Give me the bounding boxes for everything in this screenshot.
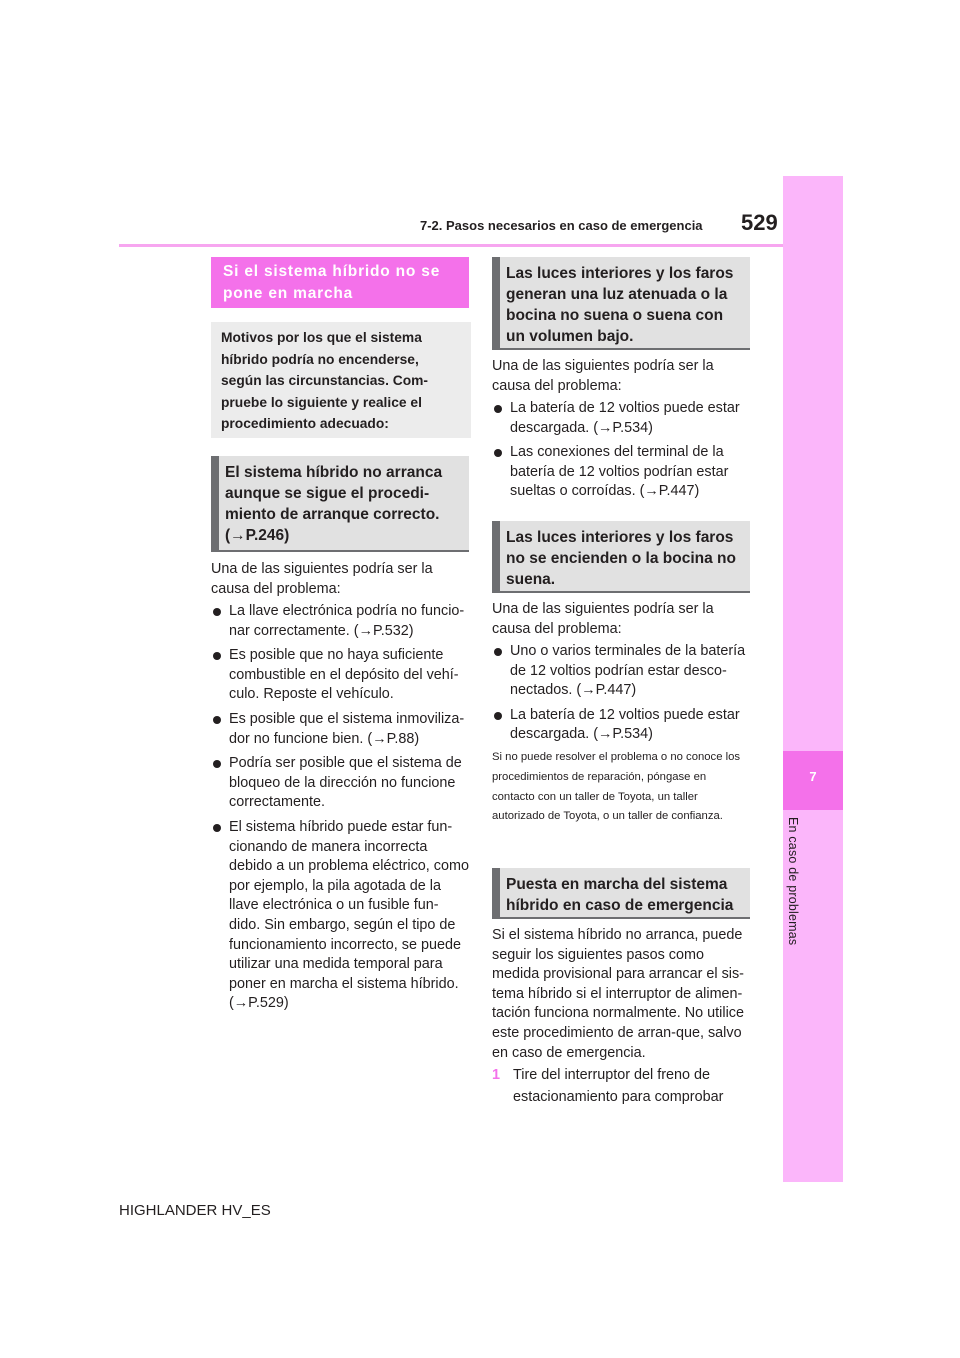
- subsection-heading-emergency-start: [492, 868, 750, 919]
- bullet-icon: [213, 716, 221, 724]
- list-item: Es posible que no haya suficiente combustible en el depósito del vehí-culo. Reposte el vehículo.: [211, 646, 469, 705]
- list-item: El sistema híbrido puede estar fun-cionando de manera incorrecta debido a un problema eléctrico, como por ejemplo, la pila agotada de la llave electrónica o un fusible fun-dido. Sin embargo, según el tipo de funcionamiento incorrecto, se puede utilizar una medida temporal para poner en marcha el sistema híbrido. (→P.529): [211, 818, 469, 1014]
- heading-line: (→P.246): [225, 527, 290, 544]
- bullet-icon: [213, 608, 221, 616]
- heading-line: miento de arranque correcto.: [225, 506, 440, 523]
- header-divider: [119, 244, 783, 247]
- heading-line: un volumen bajo.: [506, 328, 634, 345]
- lead-paragraph: Una de las siguientes podría ser la causa del problema:: [492, 601, 714, 637]
- body-paragraph: Si el sistema híbrido no arranca, puede seguir los siguientes pasos como medida provisional para arrancar el sis-tema híbrido si el interruptor de alimen-tación funciona normalmente. No utilice este procedimiento de arran-que, salvo en caso de emergencia.: [492, 927, 744, 1061]
- heading-line: suena.: [506, 571, 556, 588]
- list-item: La batería de 12 voltios puede estar descargada. (→P.534): [492, 706, 750, 745]
- heading-line: generan una luz atenuada o la: [506, 286, 728, 303]
- intro-line: procedimiento adecuado:: [221, 416, 389, 432]
- intro-box: [211, 322, 471, 438]
- subsection-heading-dim-lights: [492, 257, 750, 350]
- section-header: 7-2. Pasos necesarios en caso de emergencia: [420, 218, 703, 233]
- bullet-icon: [494, 449, 502, 457]
- chapter-number: 7: [809, 769, 817, 784]
- intro-line: según las circunstancias. Com-: [221, 373, 429, 389]
- bullet-icon: [494, 648, 502, 656]
- list-item: Las conexiones del terminal de la batería de 12 voltios podrían estar sueltas o corroídas. (→P.447): [492, 443, 750, 502]
- help-note: Si no puede resolver el problema o no conoce los procedimientos de reparación, póngase en contacto con un taller de Toyota, un taller autorizado de Toyota, o un taller de confianza.: [492, 751, 741, 823]
- cause-list: [492, 399, 750, 507]
- heading-line: Puesta en marcha del sistema: [506, 876, 728, 893]
- page-number: 529: [741, 210, 778, 235]
- chapter-label: En caso de problemas: [786, 817, 800, 946]
- heading-line: aunque se sigue el procedi-: [225, 485, 430, 502]
- list-item: La batería de 12 voltios puede estar descargada. (→P.534): [492, 399, 750, 438]
- list-item: Uno o varios terminales de la batería de 12 voltios podrían estar desco-nectados. (→P.447): [492, 642, 750, 701]
- bullet-icon: [213, 652, 221, 660]
- bullet-icon: [213, 824, 221, 832]
- list-item: La llave electrónica podría no funcio-nar correctamente. (→P.532): [211, 602, 469, 641]
- bullet-icon: [213, 760, 221, 768]
- intro-line: híbrido podría no encenderse,: [221, 351, 419, 367]
- intro-line: pruebe lo siguiente y realice el: [221, 394, 422, 410]
- main-heading-line: Si el sistema híbrido no se: [223, 263, 441, 280]
- list-item: Podría ser posible que el sistema de bloqueo de la dirección no funcione correctamente.: [211, 754, 469, 813]
- cause-list: [492, 642, 750, 750]
- procedure-step: [492, 1064, 750, 1108]
- lead-paragraph: Una de las siguientes podría ser la causa del problema:: [492, 358, 714, 394]
- chapter-side-strip: [783, 176, 843, 1182]
- heading-line: no se encienden o la bocina no: [506, 550, 736, 567]
- bullet-icon: [494, 405, 502, 413]
- heading-line: Las luces interiores y los faros: [506, 265, 734, 282]
- subsection-heading-no-start: [211, 456, 469, 552]
- heading-line: híbrido en caso de emergencia: [506, 897, 734, 914]
- intro-line: Motivos por los que el sistema: [221, 330, 422, 345]
- list-item: Es posible que el sistema inmoviliza-dor no funcione bien. (→P.88): [211, 710, 469, 749]
- step-number: 1: [492, 1067, 501, 1083]
- main-heading-line: pone en marcha: [223, 285, 354, 302]
- lead-paragraph: Una de las siguientes podría ser la causa del problema:: [211, 561, 433, 597]
- bullet-icon: [494, 712, 502, 720]
- subsection-heading-no-lights: [492, 521, 750, 593]
- cause-list: [211, 602, 469, 1019]
- model-footer: HIGHLANDER HV_ES: [119, 1202, 271, 1219]
- step-text: Tire del interruptor del freno de estacionamiento para comprobar: [513, 1067, 724, 1105]
- heading-line: Las luces interiores y los faros: [506, 529, 734, 546]
- main-heading: [211, 257, 469, 308]
- heading-line: El sistema híbrido no arranca: [225, 464, 443, 481]
- heading-line: bocina no suena o suena con: [506, 307, 724, 324]
